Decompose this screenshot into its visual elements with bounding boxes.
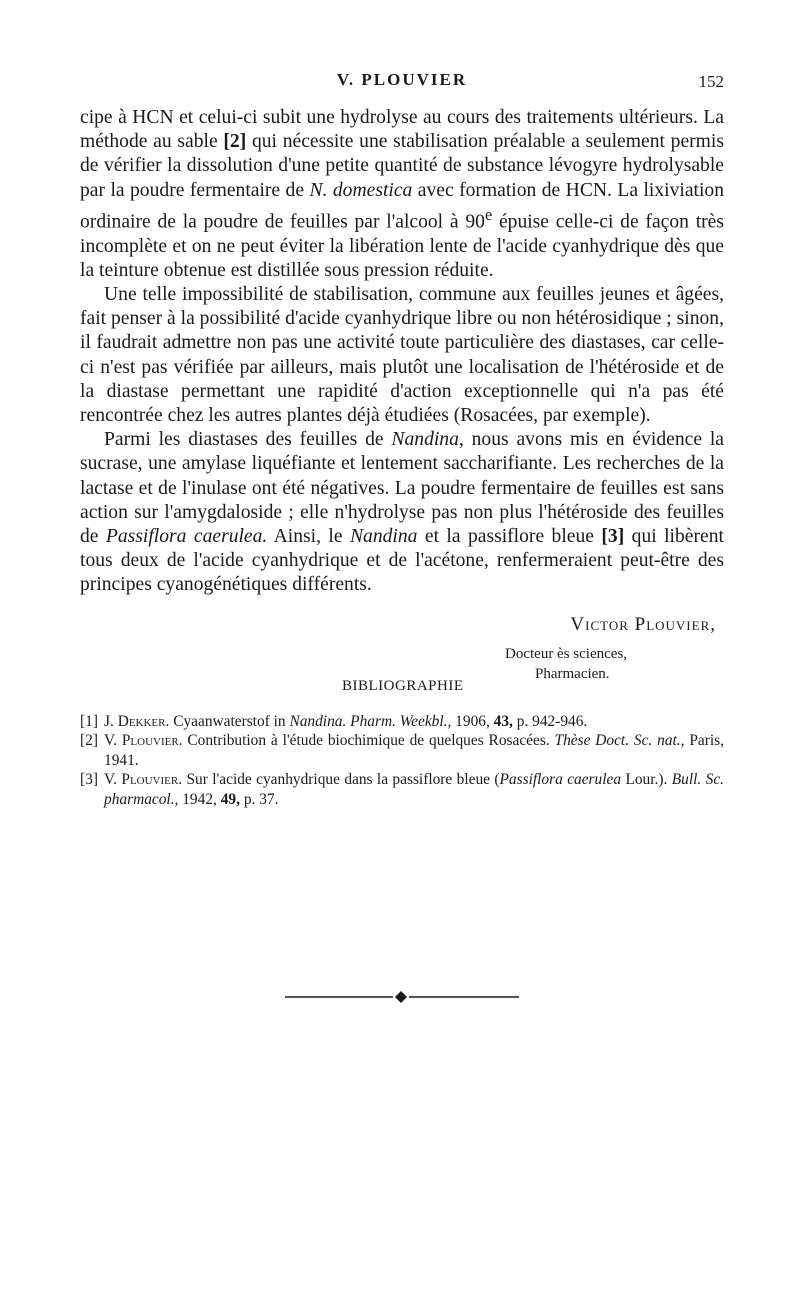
text-run: Sur l'acide cyanhydrique dans la passiflore bleue (: [182, 771, 500, 789]
species-name: N. domestica: [309, 179, 413, 201]
paragraph-2: Une telle impossibilité de stabilisation, commune aux feuilles jeunes et âgées, fait penser à la possibilité d'acide cyanhydrique libre ou non hétérosidique ; sinon, il faudrait admettre non pas une activité toute particulière des diastases, car celle-ci n'est pas vérifiée par ailleurs, mais plutôt une localisation de l'hétéroside et de la diastase permettant une rapidité d'action exceptionnelle qui n'a pas été rencontrée chez les autres plantes déjà étudiées (Rosacées, par exemple).: [80, 283, 724, 426]
species-name: Nandina,: [391, 429, 464, 451]
signature-title-1: Docteur ès sciences,: [505, 645, 628, 662]
species-name: Nandina: [349, 525, 418, 547]
paragraph-1: [80, 106, 724, 283]
text-run: Paris, 1941.: [104, 732, 724, 769]
bib-author: Dekker.: [117, 712, 170, 730]
bibliography-heading: BIBLIOGRAPHIE: [342, 677, 464, 694]
signature-block: [80, 636, 724, 706]
bib-initial: V.: [104, 732, 117, 750]
text-run: cipe à HCN et celui-ci subit une hydrolyse au cours des traitements ultérieurs. La méthode au sable: [80, 107, 724, 153]
text-run: 1942,: [178, 790, 221, 808]
bib-number: [1]: [80, 712, 98, 730]
text-run: qui nécessite une stabilisation préalable a seulement permis de vérifier la dissolution d'une petite quantité de substance lévogyre hydrolysable par la poudre fermentaire de: [80, 131, 724, 201]
bib-number: [2]: [80, 732, 98, 750]
ornament-diamond-icon: [395, 991, 407, 1003]
running-head-author: V. PLOUVIER: [336, 70, 468, 89]
text-run: Contribution à l'étude biochimique de quelques Rosacées.: [182, 732, 555, 750]
signature-title-2: Pharmacien.: [535, 665, 610, 682]
running-head: [80, 62, 724, 92]
bibliography-item: [80, 712, 724, 732]
text-run: Ainsi, le: [267, 525, 350, 547]
bib-italic: Thèse Doct. Sc. nat.,: [554, 732, 685, 750]
bib-italic: Passiflora caerulea: [499, 771, 622, 789]
bib-volume: 43,: [493, 712, 513, 730]
bibliography-item: [80, 770, 724, 809]
page: [80, 62, 724, 809]
bibliography-item: [80, 731, 724, 770]
text-run: p. 942-946.: [512, 712, 588, 730]
bib-number: [3]: [80, 771, 98, 789]
page-number: 152: [698, 72, 724, 91]
bib-text: [104, 731, 724, 770]
text-run: et la passiflore bleue: [417, 525, 602, 547]
text-run: 1906,: [451, 712, 494, 730]
text-run: Parmi les diastases des feuilles de: [104, 429, 392, 451]
bib-italic: Nandina. Pharm. Weekbl.,: [289, 712, 452, 730]
end-ornament: [285, 990, 519, 1004]
author-signature: Victor Plouvier,: [570, 613, 716, 635]
bib-initial: V.: [104, 771, 117, 789]
text-run: Cyaanwaterstof in: [169, 712, 290, 730]
citation-ref: [3]: [601, 525, 625, 547]
text-run: épuise celle-ci de façon très incomplète et on ne peut éviter la libération lente de l'acide cyanhydrique dès que la teinture obtenue est distillée sous pression réduite.: [80, 211, 724, 281]
bibliography: [80, 712, 724, 810]
citation-ref: [2]: [223, 131, 247, 153]
bib-italic: Bull. Sc. pharmacol.,: [104, 771, 725, 808]
species-name: Passiflora caerulea.: [105, 525, 268, 547]
signature-name: [80, 614, 724, 636]
text-run: avec formation de HCN. La lixiviation ordinaire de la poudre de feuilles par l'alcool à 90: [80, 179, 725, 233]
paragraph-3: [80, 428, 724, 597]
body-text: [80, 106, 724, 598]
text-run: qui libèrent tous deux de l'acide cyanhydrique et de l'acétone, renfermeraient peut-être des principes cyanogénétiques différents.: [80, 525, 724, 596]
bib-text: [104, 712, 724, 732]
bib-author: Plouvier.: [121, 771, 183, 789]
bib-text: [104, 770, 724, 809]
superscript: e: [484, 204, 493, 224]
bib-volume: 49,: [220, 790, 240, 808]
bib-initial: J.: [104, 712, 114, 730]
bib-author: Plouvier.: [121, 732, 183, 750]
text-run: p. 37.: [239, 790, 279, 808]
text-run: Lour.).: [621, 771, 672, 789]
text-run: nous avons mis en évidence la sucrase, une amylase liquéfiante et lentement saccharifiante. Les recherches de la lactase et de l'inulase ont été négatives. La poudre fermentaire de feuilles est sans action sur l'amygdaloside ; elle n'hydrolyse pas non plus l'hétéroside des feuilles de: [80, 429, 724, 547]
